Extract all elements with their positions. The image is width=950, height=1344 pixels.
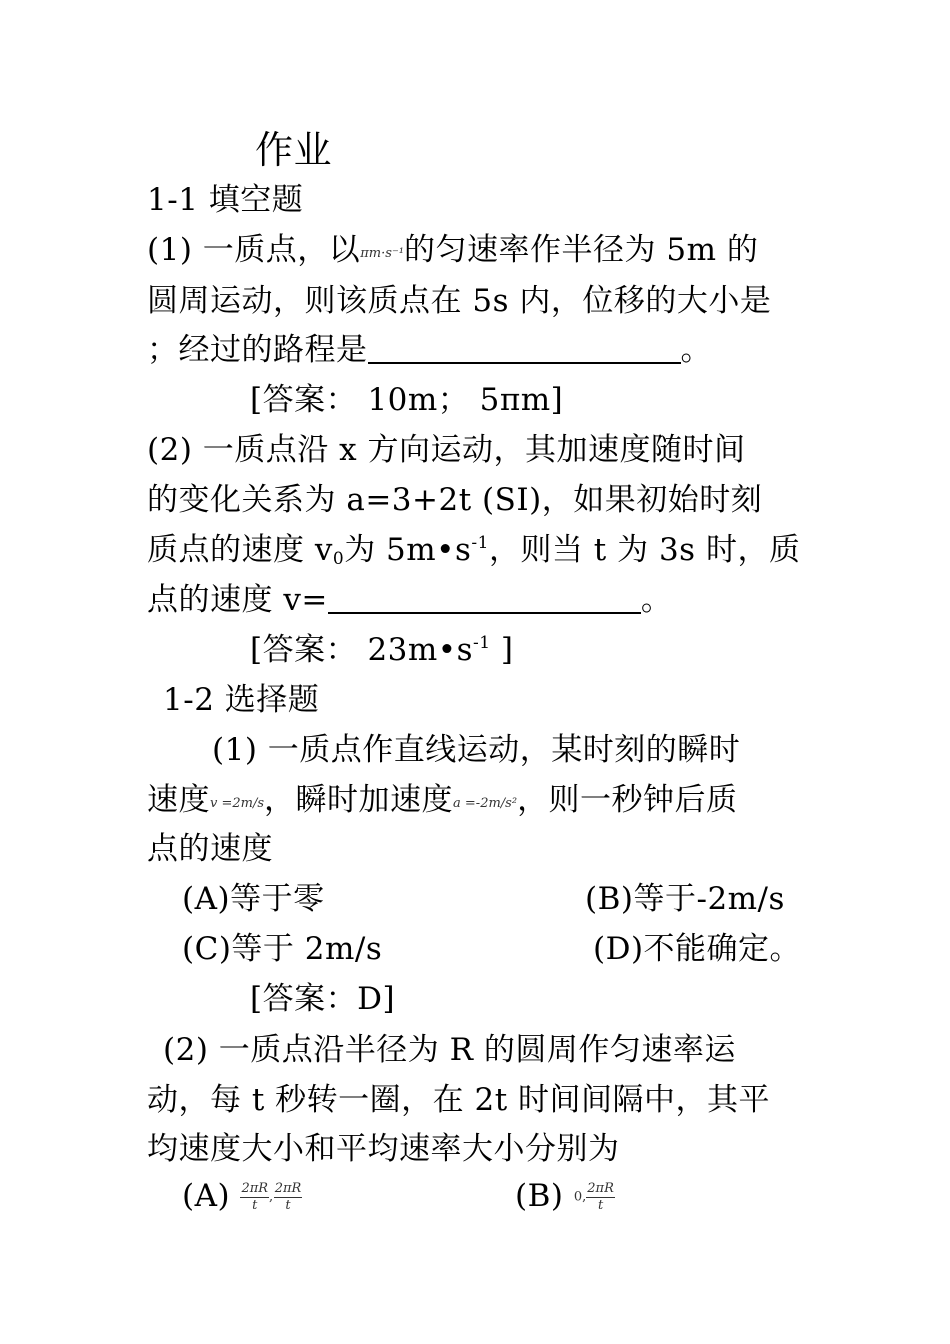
fraction: $\frac{2\pi R}{t}$ <box>274 1181 302 1213</box>
option-a: (A)等于零 <box>182 881 325 917</box>
velocity-formula: v =2m/s <box>210 796 265 811</box>
answer-blank <box>368 332 681 364</box>
section-heading-fill-in: 1-1 填空题 <box>147 182 304 218</box>
fraction: $\frac{2\pi R}{t}$ <box>241 1181 269 1213</box>
page-title: 作业 <box>255 128 333 172</box>
q1-1-line-2: 圆周运动，则该质点在 5s 内，位移的大小是 <box>147 283 772 319</box>
q1-1-line-1: (1) 一质点，以πm·s⁻¹的匀速率作半径为 5m 的 <box>147 232 759 268</box>
q1-2-line-1: (2) 一质点沿 x 方向运动，其加速度随时间 <box>147 432 746 468</box>
q2-2-line-2: 动，每 t 秒转一圈，在 2t 时间间隔中，其平 <box>147 1082 771 1118</box>
answer-q1-1: [答案： 10m； 5πm] <box>250 382 564 418</box>
answer-blank <box>328 582 641 614</box>
q2-1-line-2: 速度v =2m/s，瞬时加速度a =-2m/s²，则一秒钟后质 <box>147 782 738 818</box>
q1-2-line-3: 质点的速度 $v_0$为 $5m•s^{-1}$，则当 t 为 3s 时，质 <box>147 532 801 569</box>
speed-formula: πm·s⁻¹ <box>360 246 405 261</box>
q2-1-line-3: 点的速度 <box>147 831 273 867</box>
option-d: (D)不能确定。 <box>593 931 802 967</box>
acceleration-formula: a =-2m/s² <box>453 796 518 811</box>
option-b-fractions: (B) 0, $\frac{2\pi R}{t}$ <box>515 1178 614 1214</box>
q2-2-line-3: 均速度大小和平均速率大小分别为 <box>147 1131 620 1167</box>
q1-1-line-3: ；经过的路程是 。 <box>147 332 712 368</box>
q2-1-line-1: (1) 一质点作直线运动，某时刻的瞬时 <box>212 732 741 768</box>
answer-q1-2: [答案： $23m•s^{-1}$ ] <box>250 632 514 668</box>
option-c: (C)等于 2m/s <box>182 931 383 967</box>
q1-2-line-4: 点的速度 v= 。 <box>147 582 673 618</box>
q2-2-line-1: (2) 一质点沿半径为 R 的圆周作匀速率运 <box>163 1032 736 1068</box>
q1-2-line-2: 的变化关系为 a=3+2t (SI)，如果初始时刻 <box>147 482 763 518</box>
answer-q2-1: [答案：D] <box>250 981 396 1017</box>
fraction: $\frac{2\pi R}{t}$ <box>587 1181 614 1213</box>
section-heading-choice: 1-2 选择题 <box>163 682 320 718</box>
option-a-fractions: (A) $\frac{2\pi R}{t}$ , $\frac{2\pi R}{t}$ <box>182 1178 302 1214</box>
option-b: (B)等于-2m/s <box>585 881 785 917</box>
